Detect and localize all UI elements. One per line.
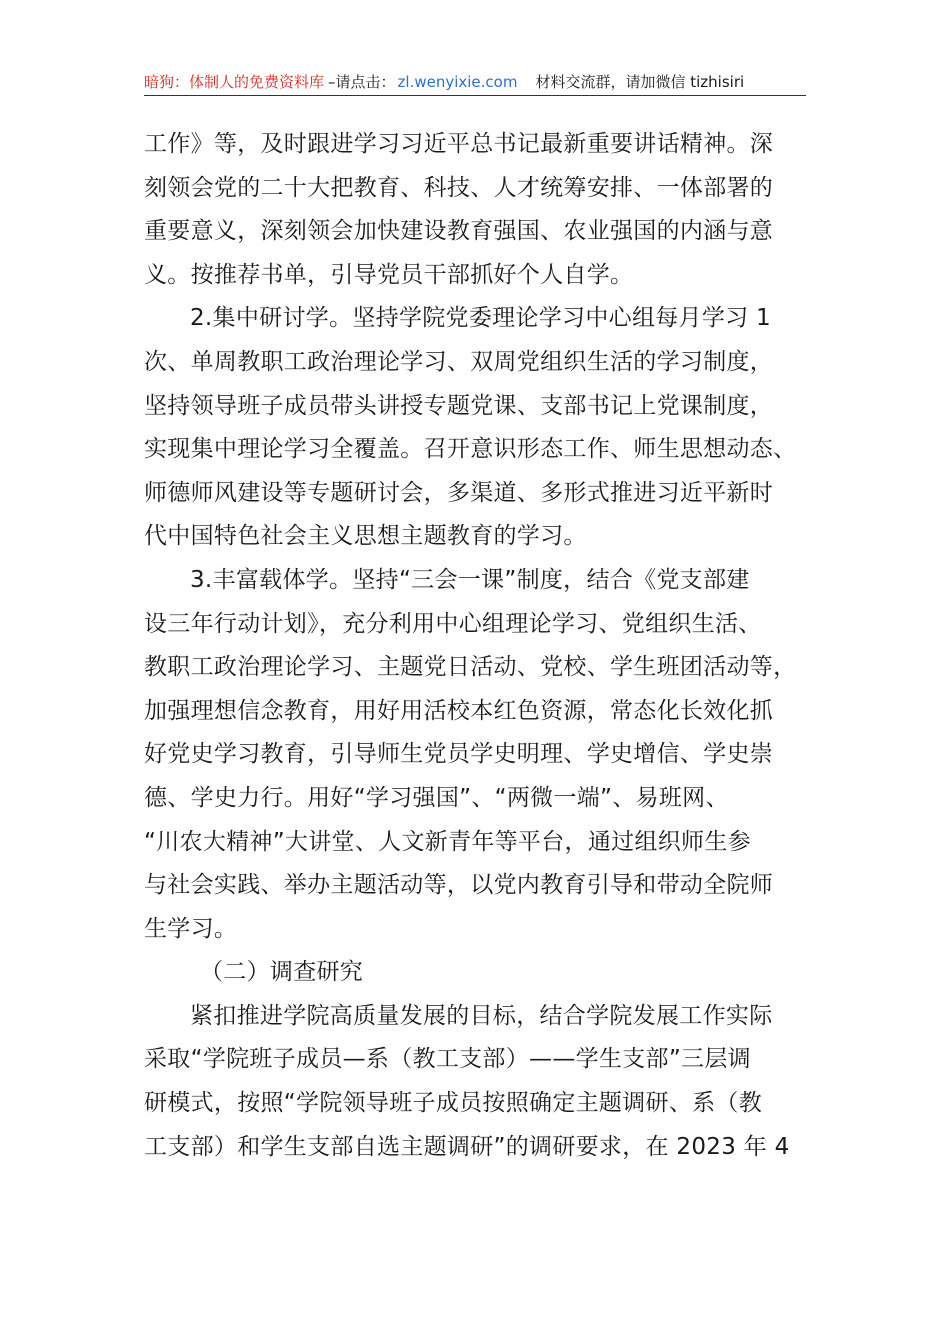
text-line: 实现集中理论学习全覆盖。召开意识形态工作、师生思想动态、 <box>144 436 797 463</box>
text-line: 师德师风建设等专题研讨会，多渠道、多形式推进习近平新时 <box>144 479 774 506</box>
text-line: 重要意义，深刻领会加快建设教育强国、农业强国的内涵与意 <box>144 218 774 245</box>
text-line: 好党史学习教育，引导师生党员学史明理、学史增信、学史崇 <box>144 741 774 768</box>
text-line: 与社会实践、举办主题活动等，以党内教育引导和带动全院师 <box>144 872 774 899</box>
text-line: 义。按推荐书单，引导党员干部抓好个人自学。 <box>144 261 634 288</box>
header-divider <box>144 95 806 96</box>
text-line: 研模式，按照“学院领导班子成员按照确定主题调研、系（教 <box>144 1090 763 1117</box>
text-line: “川农大精神”大讲堂、人文新青年等平台，通过组织师生参 <box>144 828 751 855</box>
text-line: 刻领会党的二十大把教育、科技、人才统筹安排、一体部署的 <box>144 174 774 201</box>
text-line: 坚持领导班子成员带头讲授专题党课、支部书记上党课制度， <box>144 392 774 419</box>
text-line: 2.集中研讨学。坚持学院党委理论学习中心组每月学习 1 <box>190 305 771 332</box>
page-header <box>144 70 806 94</box>
brand-text: 暗狗：体制人的免费资料库 <box>144 73 325 91</box>
text-line: 教职工政治理论学习、主题党日活动、党校、学生班团活动等， <box>144 654 797 681</box>
text-line: 采取“学院班子成员—系（教工支部）——学生支部”三层调 <box>144 1046 751 1073</box>
text-line: 德、学史力行。用好“学习强国”、“两微一端”、易班网、 <box>144 784 729 811</box>
text-line: 次、单周教职工政治理论学习、双周党组织生活的学习制度， <box>144 348 774 375</box>
text-line: 紧扣推进学院高质量发展的目标，结合学院发展工作实际 <box>190 1002 773 1029</box>
text-line: 3.丰富载体学。坚持“三会一课”制度，结合《党支部建 <box>190 566 750 593</box>
group-info: 材料交流群，请加微信 tizhisiri <box>535 73 745 91</box>
website-link[interactable]: zl.wenyixie.com <box>397 73 518 91</box>
text-line: 设三年行动计划》，充分利用中心组理论学习、党组织生活、 <box>144 610 762 637</box>
text-line: 工支部）和学生支部自选主题调研”的调研要求，在 2023 年 4 <box>144 1133 790 1160</box>
text-line: 工作》等，及时跟进学习习近平总书记最新重要讲话精神。深 <box>144 131 774 157</box>
text-line: 生学习。 <box>144 915 238 942</box>
text-line: 加强理想信念教育，用好用活校本红色资源，常态化长效化抓 <box>144 697 774 724</box>
text-line: 代中国特色社会主义思想主题教育的学习。 <box>144 523 587 550</box>
document-body <box>144 123 808 1169</box>
section-heading: （二）调查研究 <box>200 959 364 986</box>
click-prompt: –请点击： <box>328 73 396 91</box>
